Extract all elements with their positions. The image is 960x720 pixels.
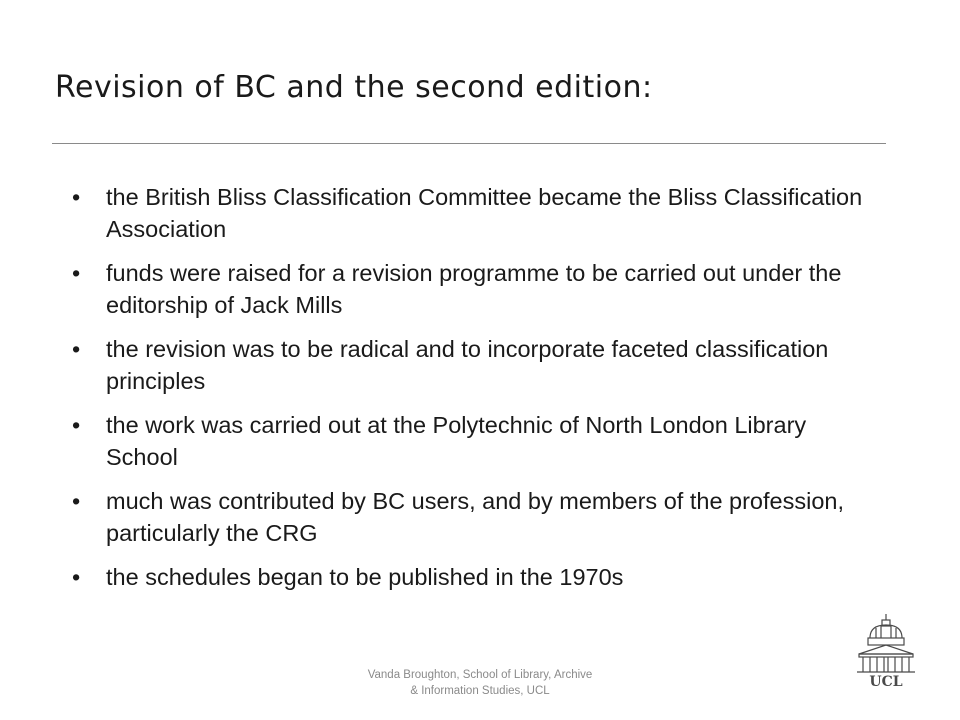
bullet-item bbox=[64, 257, 864, 321]
bullet-icon: • bbox=[72, 336, 81, 362]
bullet-icon: • bbox=[72, 564, 81, 590]
bullet-list bbox=[64, 181, 864, 605]
bullet-icon: • bbox=[72, 260, 81, 286]
logo-text: UCL bbox=[869, 674, 903, 688]
bullet-icon: • bbox=[72, 488, 81, 514]
bullet-text: much was contributed by BC users, and by members of the profession, particularly the CRG bbox=[106, 488, 844, 546]
bullet-text: the revision was to be radical and to incorporate faceted classification principles bbox=[106, 336, 829, 394]
ucl-portico-logo-icon bbox=[853, 612, 919, 688]
bullet-item bbox=[64, 409, 864, 473]
bullet-text: the work was carried out at the Polytechnic of North London Library School bbox=[106, 412, 807, 470]
title-divider bbox=[52, 143, 886, 144]
bullet-item bbox=[64, 485, 864, 549]
bullet-item bbox=[64, 181, 864, 245]
footer-line: Vanda Broughton, School of Library, Archive bbox=[367, 669, 593, 681]
footer-credit bbox=[330, 667, 630, 699]
bullet-item bbox=[64, 561, 864, 593]
bullet-text: the schedules began to be published in the 1970s bbox=[106, 564, 624, 590]
bullet-icon: • bbox=[72, 184, 81, 210]
bullet-icon: • bbox=[72, 412, 81, 438]
footer-line: & Information Studies, UCL bbox=[410, 685, 550, 697]
bullet-item bbox=[64, 333, 864, 397]
bullet-text: funds were raised for a revision programme to be carried out under the editorship of Jack Mills bbox=[106, 260, 842, 318]
slide-title: Revision of BC and the second edition: bbox=[55, 70, 653, 105]
bullet-text: the British Bliss Classification Committee became the Bliss Classification Association bbox=[106, 184, 863, 242]
